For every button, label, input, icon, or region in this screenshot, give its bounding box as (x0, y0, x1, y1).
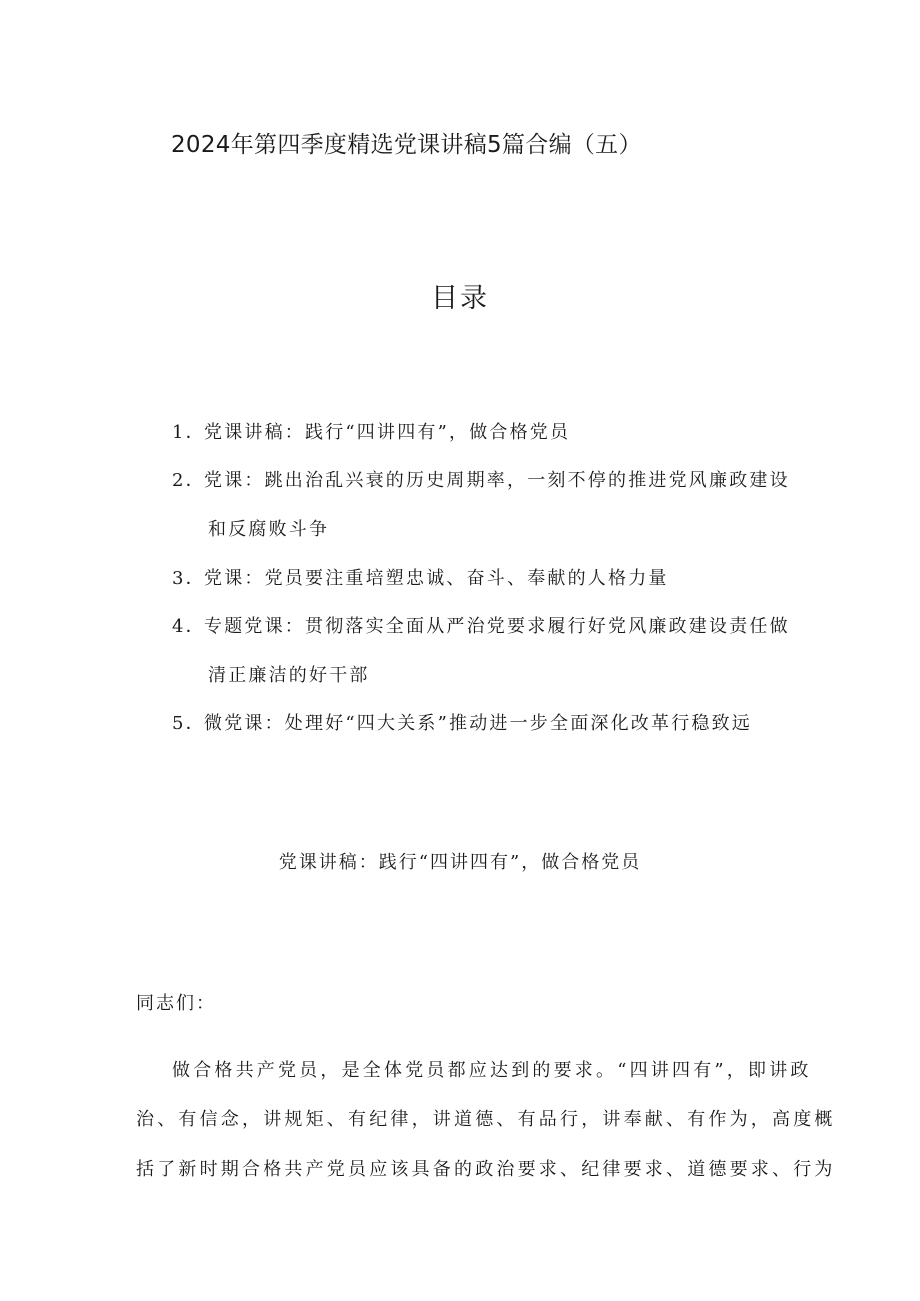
toc-item (172, 612, 790, 638)
toc-item-text: 微党课：处理好“四大关系”推动进一步全面深化改革行稳致远 (204, 713, 753, 734)
greeting: 同志们： (136, 993, 216, 1014)
paragraph-line: 做合格共产党员，是全体党员都应达到的要求。“四讲四有”，即讲政 (172, 1060, 812, 1081)
toc-item (172, 466, 790, 492)
toc-item-number: 2． (172, 470, 206, 491)
toc-item-number: 4． (172, 616, 206, 637)
toc-item (172, 709, 752, 735)
toc-item-text: 党课：跳出治乱兴衰的历史周期率，一刻不停的推进党风廉政建设 (204, 470, 790, 491)
toc-item (172, 418, 570, 444)
paragraph-line: 治、有信念，讲规矩、有纪律，讲道德、有品行，讲奉献、有作为，高度概 (136, 1109, 836, 1130)
toc-item-text: 党课讲稿：践行“四讲四有”，做合格党员 (204, 422, 571, 443)
toc-heading: 目录 (431, 283, 489, 314)
paragraph-line: 括了新时期合格共产党员应该具备的政治要求、纪律要求、道德要求、行为 (136, 1159, 836, 1180)
section-title: 党课讲稿：践行“四讲四有”，做合格党员 (278, 852, 642, 873)
toc-item (172, 564, 669, 590)
toc-item-text: 党课：党员要注重培塑忠诚、奋斗、奉献的人格力量 (204, 568, 669, 589)
toc-item-number: 5． (172, 713, 206, 734)
document-title: 2024年第四季度精选党课讲稿5篇合编（五） (171, 132, 642, 158)
toc-item-continuation: 和反腐败斗争 (208, 519, 330, 540)
toc-item-text: 专题党课：贯彻落实全面从严治党要求履行好党风廉政建设责任做 (204, 616, 790, 637)
toc-item-continuation: 清正廉洁的好干部 (208, 665, 370, 686)
toc-item-number: 1． (172, 422, 206, 443)
toc-item-number: 3． (172, 568, 206, 589)
